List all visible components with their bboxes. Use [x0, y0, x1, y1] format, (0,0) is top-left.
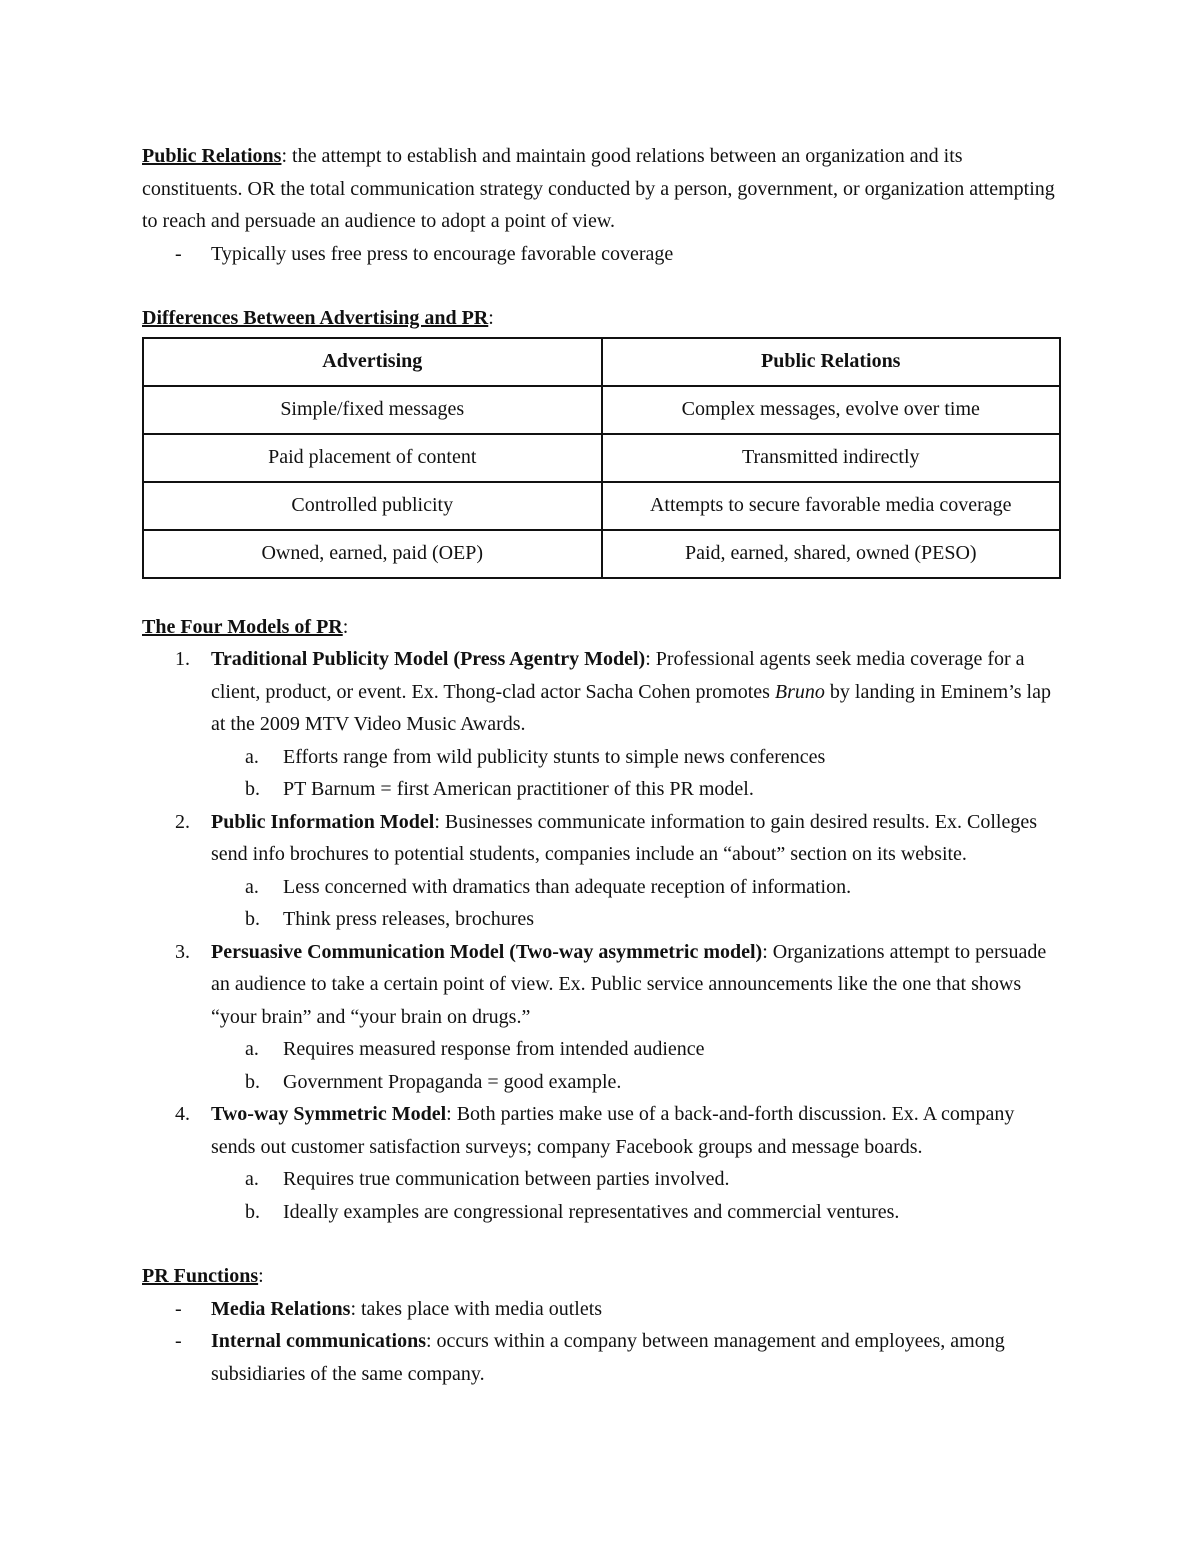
sub-letter: b.: [245, 1070, 260, 1093]
functions-list: [142, 1293, 1062, 1391]
list-number: 2.: [175, 810, 190, 833]
model-subitems: [211, 1033, 1062, 1098]
table-row: [143, 434, 1060, 482]
table-header-row: [143, 338, 1060, 386]
table-cell: Transmitted indirectly: [602, 434, 1061, 482]
function-term: Internal communications: [211, 1330, 426, 1352]
table-cell: Attempts to secure favorable media coverage: [602, 482, 1061, 530]
document-page: [142, 140, 1062, 1390]
differences-heading: Differences Between Advertising and PR: [142, 307, 489, 329]
table-row: [143, 386, 1060, 434]
models-heading: The Four Models of PR: [142, 615, 343, 638]
model-subitems: [211, 741, 1062, 806]
model-title: Persuasive Communication Model (Two-way asymmetric model): [211, 940, 763, 963]
list-item: [142, 1293, 1062, 1326]
models-list: [142, 643, 1062, 1228]
table-cell: Controlled publicity: [143, 482, 602, 530]
pr-definition-text: : the attempt to establish and maintain good relations between an organization and its constituents. OR the total communication strategy conducted by a person, government, or organization attempting to reach and persuade an audience to adopt a point of view.: [142, 145, 1055, 232]
model-subitems: [211, 1163, 1062, 1228]
pr-definition-bullets: [142, 238, 1062, 271]
pr-definition: [142, 140, 1062, 238]
sub-item: [142, 903, 1062, 936]
sub-text: Think press releases, brochures: [283, 908, 535, 930]
pr-term: Public Relations: [142, 145, 282, 167]
comparison-table: [142, 337, 1061, 579]
function-term: Media Relations: [211, 1297, 351, 1320]
sub-item: [142, 1196, 1062, 1229]
sub-text: Requires measured response from intended audience: [283, 1038, 705, 1060]
model-text: : Professional agents seek media coverage for a client, product, or event. Ex. Thong-clad actor Sacha Cohen promotes: [211, 648, 1025, 703]
sub-text: Less concerned with dramatics than adequate reception of information.: [283, 875, 852, 898]
heading-colon: :: [258, 1265, 264, 1287]
list-item: - Typically uses free press to encourage favorable coverage: [142, 238, 1062, 271]
model-subitems: [211, 871, 1062, 936]
model-text: : Businesses communicate information to gain desired results. Ex. Colleges send info brochures to potential students, companies include an “about” section on its website.: [211, 810, 1038, 865]
model-item: [142, 643, 1062, 806]
list-number: 3.: [175, 940, 190, 963]
sub-text: Government Propaganda = good example.: [283, 1070, 622, 1093]
table-row: [143, 482, 1060, 530]
sub-item: [142, 871, 1062, 904]
sub-letter: a.: [245, 745, 259, 768]
sub-text: Efforts range from wild publicity stunts to simple news conferences: [283, 745, 826, 768]
table-cell: Owned, earned, paid (OEP): [143, 530, 602, 578]
model-title: Two-way Symmetric Model: [211, 1103, 447, 1125]
model-text: : Organizations attempt to persuade an audience to take a certain point of view. Ex. Public service announcements like the one that shows “your brain” and “your brain on drugs.”: [211, 940, 1047, 1028]
table-cell: Paid placement of content: [143, 434, 602, 482]
heading-colon: :: [342, 615, 349, 638]
sub-text: Ideally examples are congressional representatives and commercial ventures.: [283, 1200, 900, 1223]
model-text: : Both parties make use of a back-and-forth discussion. Ex. A company sends out customer satisfaction surveys; company Facebook groups and message boards.: [211, 1103, 1015, 1158]
model-text-after: by landing in Eminem’s lap at the 2009 MTV Video Music Awards.: [211, 680, 1051, 735]
sub-item: [142, 1066, 1062, 1099]
sub-item: [142, 1033, 1062, 1066]
model-item: [142, 936, 1062, 1099]
table-cell: Paid, earned, shared, owned (PESO): [602, 530, 1061, 578]
table-cell: Complex messages, evolve over time: [602, 386, 1061, 434]
model-title: Traditional Publicity Model (Press Agentry Model): [211, 648, 646, 670]
function-text: : takes place with media outlets: [350, 1297, 603, 1320]
functions-heading: PR Functions: [142, 1265, 259, 1287]
model-item: [142, 806, 1062, 936]
sub-letter: b.: [245, 1200, 260, 1223]
list-number: 4.: [175, 1103, 190, 1125]
model-item: [142, 1098, 1062, 1228]
table-row: [143, 530, 1060, 578]
sub-letter: a.: [245, 875, 259, 898]
sub-letter: b.: [245, 908, 260, 930]
function-text: : occurs within a company between management and employees, among subsidiaries of the same company.: [211, 1330, 1005, 1385]
table-cell: Simple/fixed messages: [143, 386, 602, 434]
heading-colon: :: [488, 307, 494, 329]
sub-item: [142, 1163, 1062, 1196]
table-header-advertising: Advertising: [143, 338, 602, 386]
differences-heading-line: [142, 302, 1062, 335]
sub-text: Requires true communication between parties involved.: [283, 1168, 730, 1190]
list-number: 1.: [175, 648, 190, 670]
sub-item: [142, 773, 1062, 806]
model-title: Public Information Model: [211, 810, 435, 833]
model-italic: Bruno: [774, 680, 825, 703]
sub-letter: b.: [245, 778, 260, 800]
models-heading-line: [142, 611, 1062, 644]
sub-item: [142, 741, 1062, 774]
list-item: [142, 1325, 1062, 1390]
sub-text: PT Barnum = first American practitioner of this PR model.: [283, 778, 754, 800]
sub-letter: a.: [245, 1038, 259, 1060]
functions-heading-line: [142, 1260, 1062, 1293]
table-header-public-relations: Public Relations: [602, 338, 1061, 386]
sub-letter: a.: [245, 1168, 259, 1190]
